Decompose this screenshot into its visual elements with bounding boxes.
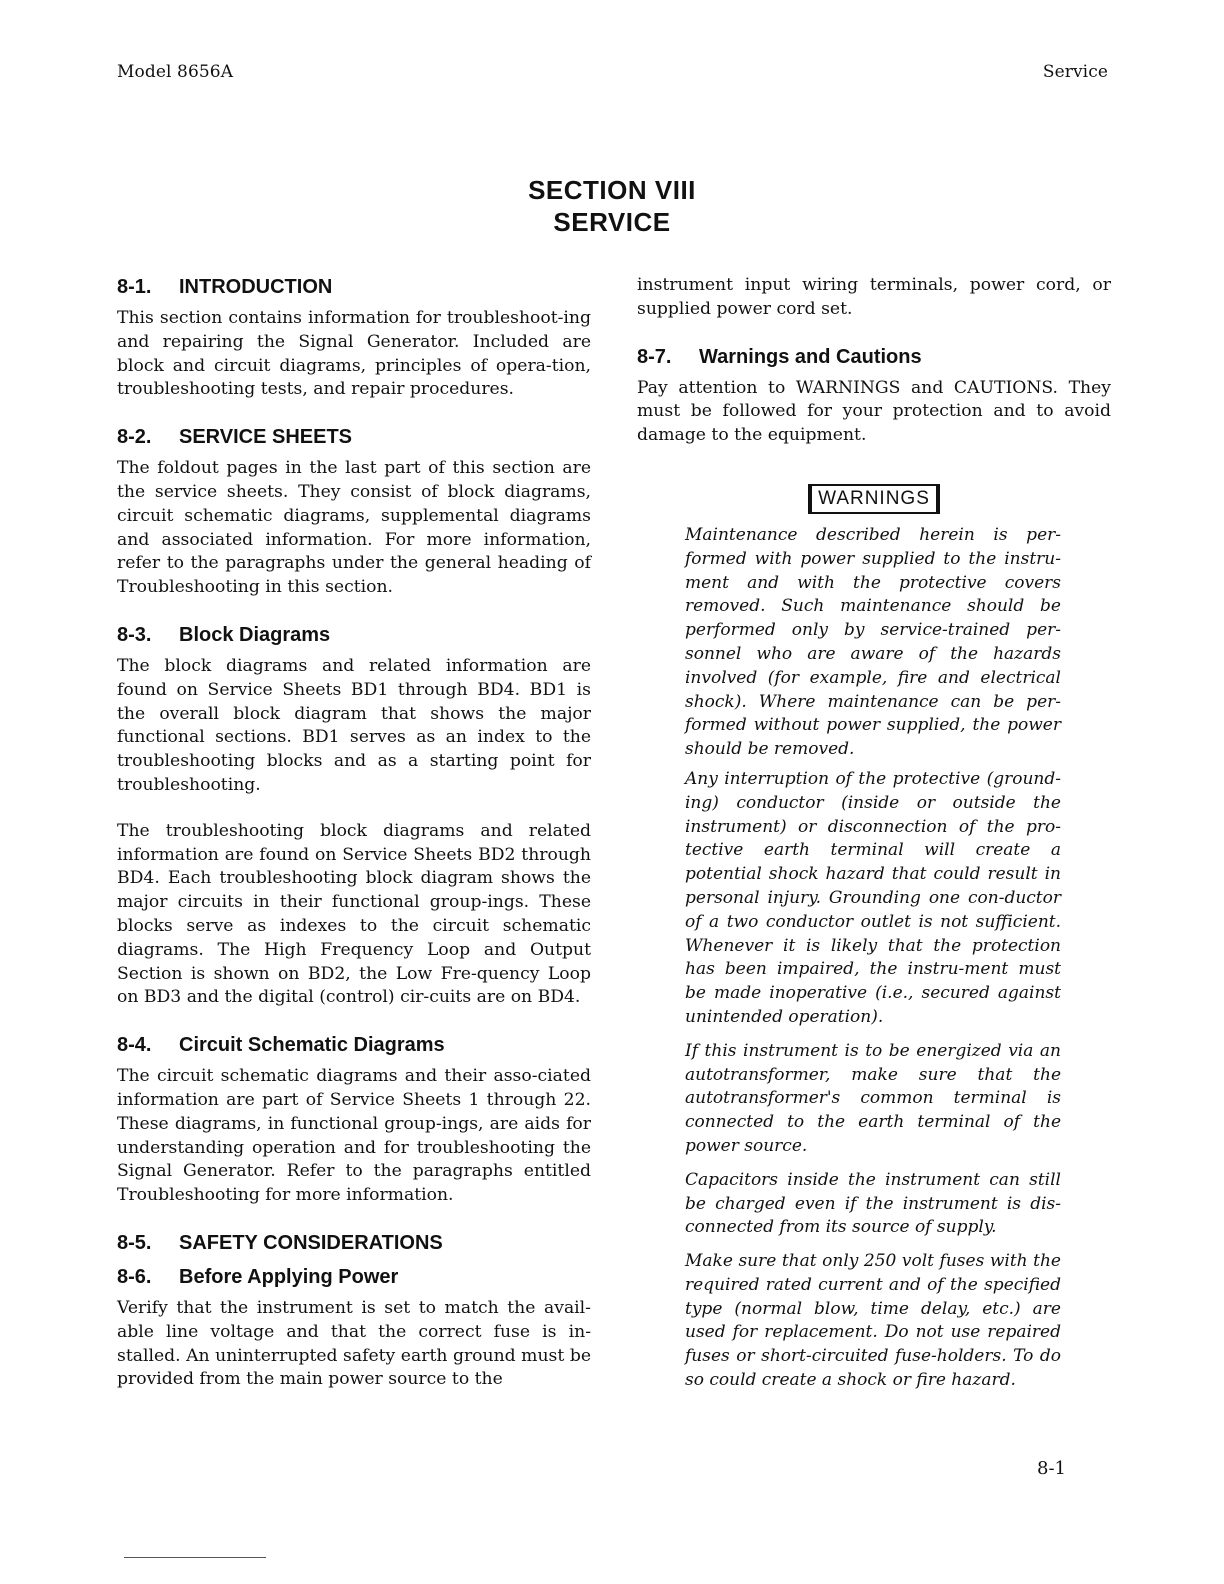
heading-text: Block Diagrams xyxy=(179,623,331,646)
paragraph-introduction: This section contains information for troubleshoot-ing and repairing the Signal Generator. Included are block and circuit diagrams, principles of opera-tion, troubleshooting tests, and repair procedures. xyxy=(117,308,591,400)
heading-text: SAFETY CONSIDERATIONS xyxy=(179,1231,443,1254)
paragraph-block-diagrams: The block diagrams and related information are found on Service Sheets BD1 through BD4. BD1 is the overall block diagram that shows the major functional sections. BD1 serves as an index to the troubleshooting blocks and as a starting point for troubleshooting. xyxy=(117,655,591,795)
paragraph-continued: instrument input wiring terminals, power cord, or supplied power cord set. xyxy=(637,275,1111,319)
heading-8-7 xyxy=(637,344,1111,370)
paragraph-warnings-cautions: Pay attention to WARNINGS and CAUTIONS. They must be followed for your protection and to avoid damage to the equipment. xyxy=(637,377,1111,446)
running-header-model: Model 8656A xyxy=(117,62,234,82)
warning-maintenance: Maintenance described herein is per-formed with power supplied to the instru-ment and with the protective covers removed. Such maintenance should be performed only by service-trained per-sonnel who are aware of the hazards involved (for example, fire and electrical shock). Where maintenance can be per-formed without power supplied, the power should be removed. xyxy=(685,524,1061,760)
paragraph-schematic-diagrams: The circuit schematic diagrams and their asso-ciated information are part of Service Sheets 1 through 22. These diagrams, in functional group-ings, are aids for understanding operation and for troubleshooting the Signal Generator. Refer to the paragraphs entitled Troubleshooting for more information. xyxy=(117,1066,591,1206)
warnings-label: WARNINGS xyxy=(808,484,940,514)
section-title xyxy=(0,174,1224,238)
footer-rule xyxy=(124,1557,266,1558)
heading-text: INTRODUCTION xyxy=(179,276,333,298)
heading-number: 8-3. xyxy=(117,623,152,646)
warning-fuses: Make sure that only 250 volt fuses with the required rated current and of the specified type (normal blow, time delay, etc.) are used for replacement. Do not use repaired fuses or short-circuited fuse-holders. To do so could create a shock or fire hazard. xyxy=(685,1251,1061,1391)
warnings-label-wrap xyxy=(637,484,1111,514)
heading-number: 8-5. xyxy=(117,1231,152,1254)
heading-number: 8-2. xyxy=(117,426,152,449)
heading-8-2 xyxy=(117,424,591,450)
heading-8-3 xyxy=(117,622,591,648)
right-column xyxy=(637,274,1111,1393)
page-number: 8-1 xyxy=(1037,1458,1066,1479)
heading-8-4 xyxy=(117,1032,591,1058)
warning-autotransformer: If this instrument is to be energized via an autotransformer, make sure that the autotransformer's common terminal is connected to the earth terminal of the power source. xyxy=(685,1040,1061,1156)
warnings-block xyxy=(685,524,1061,1393)
running-header-section: Service xyxy=(1042,62,1108,82)
warning-grounding: Any interruption of the protective (ground-ing) conductor (inside or outside the instrument) or disconnection of the pro-tective earth terminal will create a potential shock hazard that could result in personal injury. Grounding one con-ductor of a two conductor outlet is not sufficient. Whenever it is likely that the protection has been impaired, the instru-ment must be made inoperative (i.e., secured against unintended operation). xyxy=(685,768,1061,1027)
heading-8-5 xyxy=(117,1230,591,1256)
heading-number: 8-4. xyxy=(117,1034,152,1057)
paragraph-troubleshooting-blocks: The troubleshooting block diagrams and related information are found on Service Sheets BD2 through BD4. Each troubleshooting block diagram shows the major circuits in their functional group-ings. These blocks serve as indexes to the circuit schematic diagrams. The High Frequency Loop and Output Section is shown on BD2, the Low Fre-quency Loop on BD3 and the digital (control) cir-cuits are on BD4. xyxy=(117,820,591,1008)
paragraph-before-power: Verify that the instrument is set to match the avail-able line voltage and that the correct fuse is in-stalled. An uninterrupted safety earth ground must be provided from the main power source to the xyxy=(117,1297,591,1390)
section-title-line1: SECTION VIII xyxy=(528,175,696,205)
paragraph-service-sheets: The foldout pages in the last part of this section are the service sheets. They consist of block diagrams, circuit schematic diagrams, supplemental diagrams and associated information. For more information, refer to the paragraphs under the general heading of Troubleshooting in this section. xyxy=(117,458,591,598)
left-column xyxy=(117,274,591,1392)
heading-text: SERVICE SHEETS xyxy=(179,426,353,449)
heading-8-6 xyxy=(117,1264,591,1290)
heading-number: 8-1. xyxy=(117,276,152,298)
heading-text: Circuit Schematic Diagrams xyxy=(179,1034,445,1057)
heading-number: 8-6. xyxy=(117,1265,152,1288)
section-title-line2: SERVICE xyxy=(553,207,671,237)
heading-text: Before Applying Power xyxy=(179,1265,399,1288)
heading-8-1 xyxy=(117,274,591,300)
warning-capacitors: Capacitors inside the instrument can still be charged even if the instrument is dis-connected from its source of supply. xyxy=(685,1169,1061,1238)
heading-number: 8-7. xyxy=(637,345,672,368)
heading-text: Warnings and Cautions xyxy=(699,345,922,368)
